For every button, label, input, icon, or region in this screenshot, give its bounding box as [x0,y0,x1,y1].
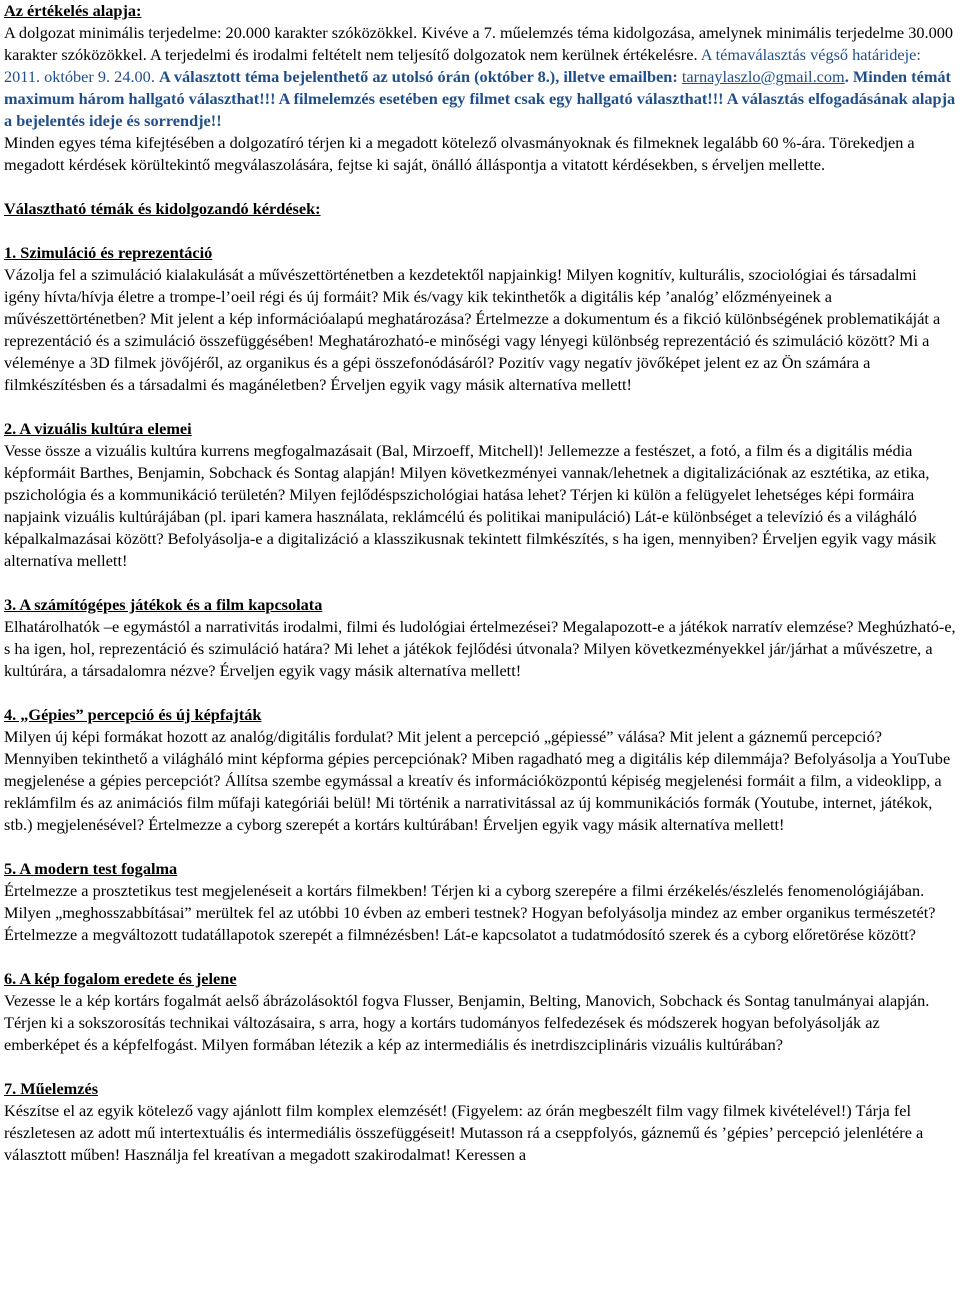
topic-body: Értelmezze a prosztetikus test megjelenéseit a kortárs filmekben! Térjen ki a cyborg szerepére a filmi érzékelés/észlelés fenomenológiájában. Milyen „meghosszabbításai” merültek fel az utóbbi 10 évben az emberi testnek? Hogyan befolyásolja mindez az ember organikus természetét? Értelmezze a megváltozott tudatállapotok szerepét a filmnézésben! Lát-e kapcsolatot a tudatmódosító szerek és a cyborg előretörése között? [4,881,936,944]
registration-text: A választott téma bejelenthető az utolsó órán (október 8.), illetve emailben: [158,67,678,86]
topics-heading: Választható témák és kidolgozandó kérdések: [4,199,321,218]
topic-7 [4,1078,956,1166]
topic-body: Milyen új képi formákat hozott az analóg/digitális fordulat? Mit jelent a percepció „gépiessé” válása? Mit jelent a gáznemű percepció? Mennyiben tekinthető a világháló mint képforma gépies percepciónak? Miben ragadható meg a digitális kép dilemmája? Befolyásolja a YouTube megjelenése a gépies percepciót? Állítsa szembe egymással a kreatív és információközpontú képiség megjelenési formáit a film, a videoklipp, a reklámfilm és az animációs film műfaji kategóriái belül! Mi történik a narrativitással az új kommunikációs formák (Youtube, internet, játékok, stb.) megjelenésével? Értelmezze a cyborg szerepét a kortárs kultúrában! Érveljen egyik vagy másik alternatíva mellett! [4,727,951,834]
email-link[interactable]: tarnaylaszlo@gmail.com [681,67,845,86]
requirements-paragraph: Minden egyes téma kifejtésében a dolgozatíró térjen ki a megadott kötelező olvasmányoknak és filmeknek legalább 60 %-ára. Törekedjen a megadott kérdések körültekintő megválaszolására, fejtse ki saját, önálló álláspontja a vitatott kérdésekben, s érveljen mellette. [4,133,915,174]
topic-title: 5. A modern test fogalma [4,859,178,878]
topic-body: Elhatárolhatók –e egymástól a narrativitás irodalmi, filmi és ludológiai értelmezései? Megalapozott-e a játékok narratív elemzése? Meghúzható-e, s ha igen, hol, reprezentáció és szimuláció határa? Mi lehet a játékok fejlődési útvonala? Milyen következményekkel jár/járhat a művészetre, a kultúrára, a társadalomra nézve? Érveljen egyik vagy másik alternatíva mellett! [4,617,956,680]
topic-title: 4. „Gépies” percepció és új képfajták [4,705,262,724]
topic-body: Készítse el az egyik kötelező vagy ajánlott film komplex elemzését! (Figyelem: az órán megbeszélt film vagy filmek kivételével!) Tárja fel részletesen az adott mű intertextuális és intermediális összefüggéseit! Mutasson rá a cseppfolyós, gáznemű és ’gépies’ percepció jelenlétére a választott műben! Használja fel kreatívan a megadott szakirodalmat! Keressen a [4,1101,924,1164]
topic-title: 2. A vizuális kultúra elemei [4,419,192,438]
selection-rules-text: . Minden témát maximum három hallgató választhat!!! A filmelemzés esetében egy filmet csak egy hallgató választhat!!! A választás elfogadásának alapja a bejelentés ideje és sorrendje!! [4,67,956,130]
topic-title: 3. A számítógépes játékok és a film kapcsolata [4,595,323,614]
topic-6 [4,968,956,1056]
length-requirements-text: A dolgozat minimális terjedelme: 20.000 karakter szóközökkel. Kivéve a 7. műelemzés téma kidolgozása, amelynek minimális terjedelme 30.000 karakter szóközökkel. A terjedelmi és irodalmi feltételt nem teljesítő dolgozatok nem kerülnek értékelésre. [4,23,954,64]
topic-body: Vázolja fel a szimuláció kialakulását a művészettörténetben a kezdetektől napjainkig! Milyen kognitív, kulturális, szociológiai és társadalmi igény hívta/hívja életre a trompe-l’oeil régi és új formáit? Mik és/vagy kik tekinthetők a digitális kép ’analóg’ előzményeinek a művészettörténetben? Mit jelent a kép információalapú meghatározása? Értelmezze a dokumentum és a fikció különbségének problematikáját a reprezentáció és a szimuláció összefüggésében! Meghatározható-e minőségi vagy lényegi különbség reprezentáció és szimuláció között? Mi a véleménye a 3D filmek jövőjéről, az organikus és a gépi összefonódásáról? Pozitív vagy negatív jövőképet jelent ez az Ön számára a filmkészítésben és a társadalmi és magánéletben? Érveljen egyik vagy másik alternatíva mellett! [4,265,941,394]
topic-1 [4,242,956,396]
topic-4 [4,704,956,836]
topic-2 [4,418,956,572]
topic-3 [4,594,956,682]
topic-title: 6. A kép fogalom eredete és jelene [4,969,237,988]
topic-body: Vesse össze a vizuális kultúra kurrens megfogalmazásait (Bal, Mirzoeff, Mitchell)! Jellemezze a festészet, a fotó, a film és a digitális média képformáit Barthes, Benjamin, Sobchack és Sontag alapján! Milyen következményei vannak/lehetnek a digitalizációnak az esztétika, az etika, pszichológia és a kommunikáció területén? Milyen fejlődéspszichológiai hatása lehet? Térjen ki külön a felügyelet lehetséges képi formáira napjaink vizuális kultúrájában (pl. ipari kamera használata, reklámcélú és politikai manipuláció) Lát-e különbséget a televízió és a világháló képalkalmazásai között? Befolyásolja-e a digitalizáció a klasszikusnak tekintett filmkészítés, s ha igen, mennyiben? Érveljen egyik vagy másik alternatíva mellett! [4,441,937,570]
topic-body: Vezesse le a kép kortárs fogalmát aelső ábrázolásoktól fogva Flusser, Benjamin, Belting, Manovich, Sobchack és Sontag tanulmányai alapján. Térjen ki a sokszorosítás technikai változásaira, s arra, hogy a kortárs tudományos felfedezések és módszerek hogyan befolyásolják az emberképet és a képfelfogást. Milyen formában létezik a kép az intermediális és inetrdiszciplináris vizuális kultúrában? [4,991,930,1054]
topic-title: 1. Szimuláció és reprezentáció [4,243,213,262]
topic-5 [4,858,956,946]
deadline-text: A témaválasztás végső határideje: 2011. október 9. 24.00. [4,45,921,86]
evaluation-paragraph [4,22,956,132]
evaluation-heading: Az értékelés alapja: [4,1,142,20]
topic-title: 7. Műelemzés [4,1079,99,1098]
